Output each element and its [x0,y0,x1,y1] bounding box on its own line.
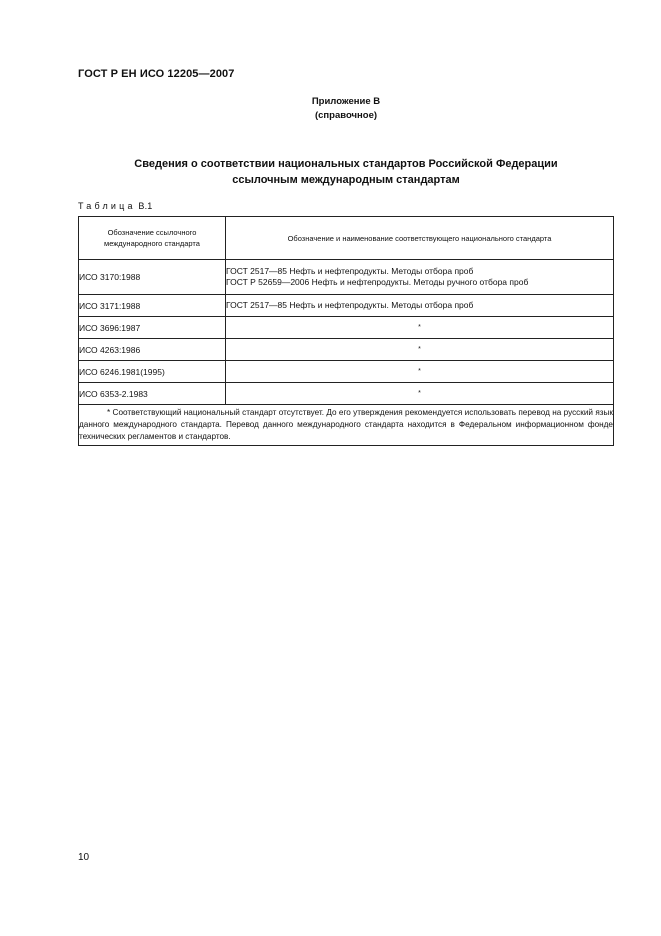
table-row [79,339,614,361]
appendix-title: Приложение В [311,96,381,107]
table-footnote-row [79,405,614,446]
section-title-line1: Сведения о соответствии национальных стандартов Российской Федерации [134,158,558,170]
iso-cell: ИСО 4263:1986 [79,339,226,361]
correspondence-table [78,216,614,446]
table-caption [78,201,153,211]
table-row [79,295,614,317]
iso-cell: ИСО 3170:1988 [79,260,226,295]
iso-cell: ИСО 6246.1981(1995) [79,361,226,383]
appendix-heading [0,95,661,123]
appendix-type: (справочное) [314,110,378,121]
gost-cell: ГОСТ 2517—85 Нефть и нефтепродукты. Методы отбора проб [226,295,614,317]
table-caption-number: В.1 [138,201,153,211]
gost-cell-absent: * [226,361,614,383]
gost-cell [226,260,614,295]
header-col-international: Обозначение ссылочного международного стандарта [79,217,226,260]
table-row [79,317,614,339]
table-row [79,260,614,295]
table-footnote-cell [79,405,614,446]
table-caption-prefix: Таблица [78,201,136,211]
gost-cell-absent: * [226,339,614,361]
table-footnote: * Соответствующий национальный стандарт отсутствует. До его утверждения рекомендуется использовать перевод на русский язык данного международного стандарта. Перевод данного международного стандарта находится в Федеральном информационном фонде технических регламентов и стандартов. [79,408,613,441]
iso-cell: ИСО 6353-2.1983 [79,383,226,405]
header-col-national: Обозначение и наименование соответствующего национального стандарта [226,217,614,260]
section-title [0,156,661,188]
gost-line: ГОСТ Р 52659—2006 Нефть и нефтепродукты. Методы ручного отбора проб [226,277,529,287]
table-header-row [79,217,614,260]
gost-cell-absent: * [226,383,614,405]
table-row [79,361,614,383]
iso-cell: ИСО 3171:1988 [79,295,226,317]
section-title-line2: ссылочным международным стандартам [232,174,460,186]
document-header: ГОСТ Р ЕН ИСО 12205—2007 [78,68,235,80]
iso-cell: ИСО 3696:1987 [79,317,226,339]
page-number: 10 [78,852,90,863]
gost-cell-absent: * [226,317,614,339]
table-row [79,383,614,405]
gost-line: ГОСТ 2517—85 Нефть и нефтепродукты. Методы отбора проб [226,266,474,276]
